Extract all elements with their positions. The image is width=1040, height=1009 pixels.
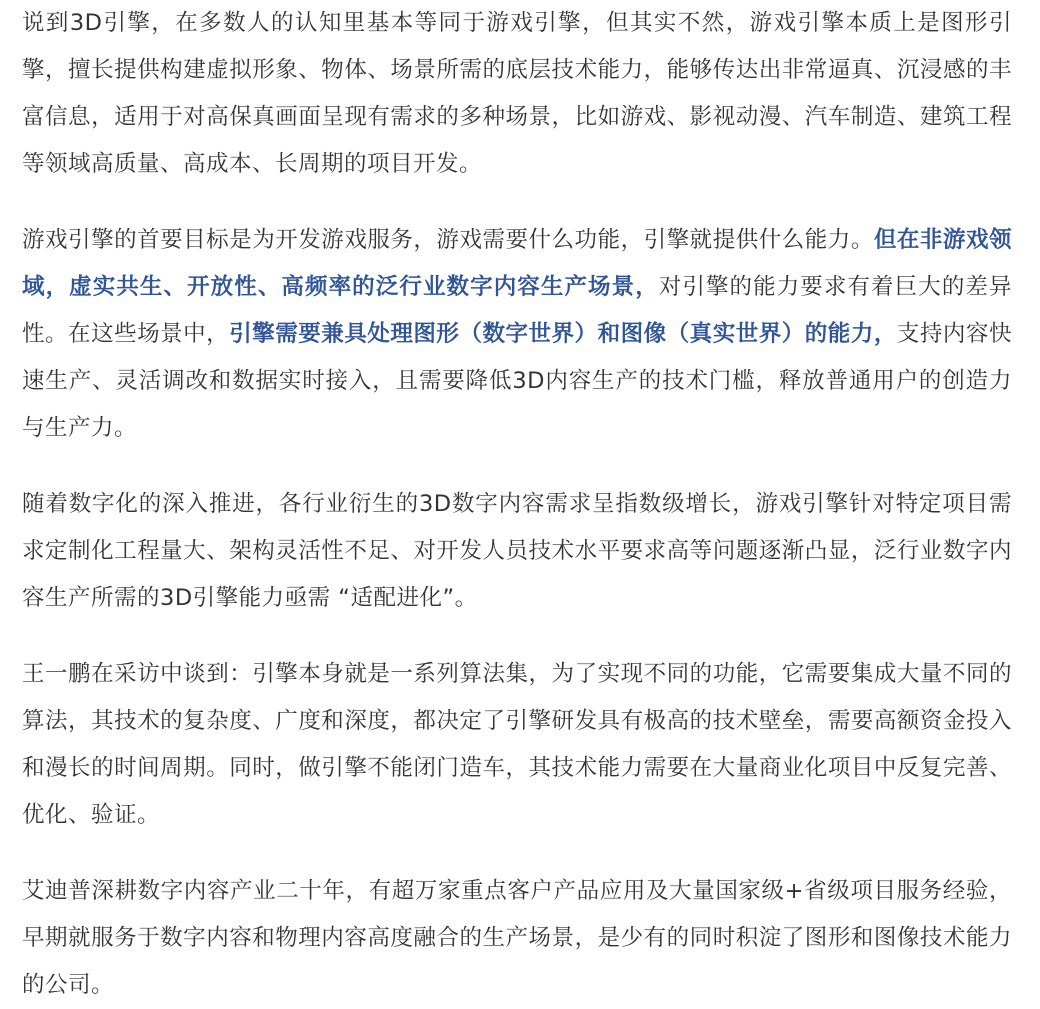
article-body [22,0,1012,1009]
paragraph-2-text-3: 支持内容快速生产、灵活调改和数据实时接入，且需要降低3D内容生产的技术门槛，释放普通用户的创造力与生产力。 [22,321,1012,441]
paragraph-2-highlight-1: 但在非游戏领域，虚实共生、开放性、高频率的泛行业数字内容生产场景， [22,227,1012,300]
paragraph-4: 王一鹏在采访中谈到：引擎本身就是一系列算法集，为了实现不同的功能，它需要集成大量不同的算法，其技术的复杂度、广度和深度，都决定了引擎研发具有极高的技术壁垒，需要高额资金投入和漫长的时间周期。同时，做引擎不能闭门造车，其技术能力需要在大量商业化项目中反复完善、优化、验证。 [22,661,1012,828]
paragraph-3: 随着数字化的深入推进，各行业衍生的3D数字内容需求呈指数级增长，游戏引擎针对特定项目需求定制化工程量大、架构灵活性不足、对开发人员技术水平要求高等问题逐渐凸显，泛行业数字内容生产所需的3D引擎能力亟需 “适配进化”。 [22,491,1012,611]
paragraph-2 [22,217,1012,452]
paragraph-2-highlight-2: 引擎需要兼具处理图形（数字世界）和图像（真实世界）的能力， [229,321,897,347]
paragraph-1: 说到3D引擎，在多数人的认知里基本等同于游戏引擎，但其实不然，游戏引擎本质上是图形引擎，擅长提供构建虚拟形象、物体、场景所需的底层技术能力，能够传达出非常逼真、沉浸感的丰富信息，适用于对高保真画面呈现有需求的多种场景，比如游戏、影视动漫、汽车制造、建筑工程等领域高质量、高成本、长周期的项目开发。 [22,10,1012,177]
paragraph-2-text-1: 游戏引擎的首要目标是为开发游戏服务，游戏需要什么功能，引擎就提供什么能力。 [22,227,874,253]
paragraph-5: 艾迪普深耕数字内容产业二十年，有超万家重点客户产品应用及大量国家级+省级项目服务经验，早期就服务于数字内容和物理内容高度融合的生产场景，是少有的同时积淀了图形和图像技术能力的公司。 [22,878,1012,998]
paragraph-2-text-2: 对引擎的能力要求有着巨大的差异性。在这些场景中， [22,274,1012,347]
